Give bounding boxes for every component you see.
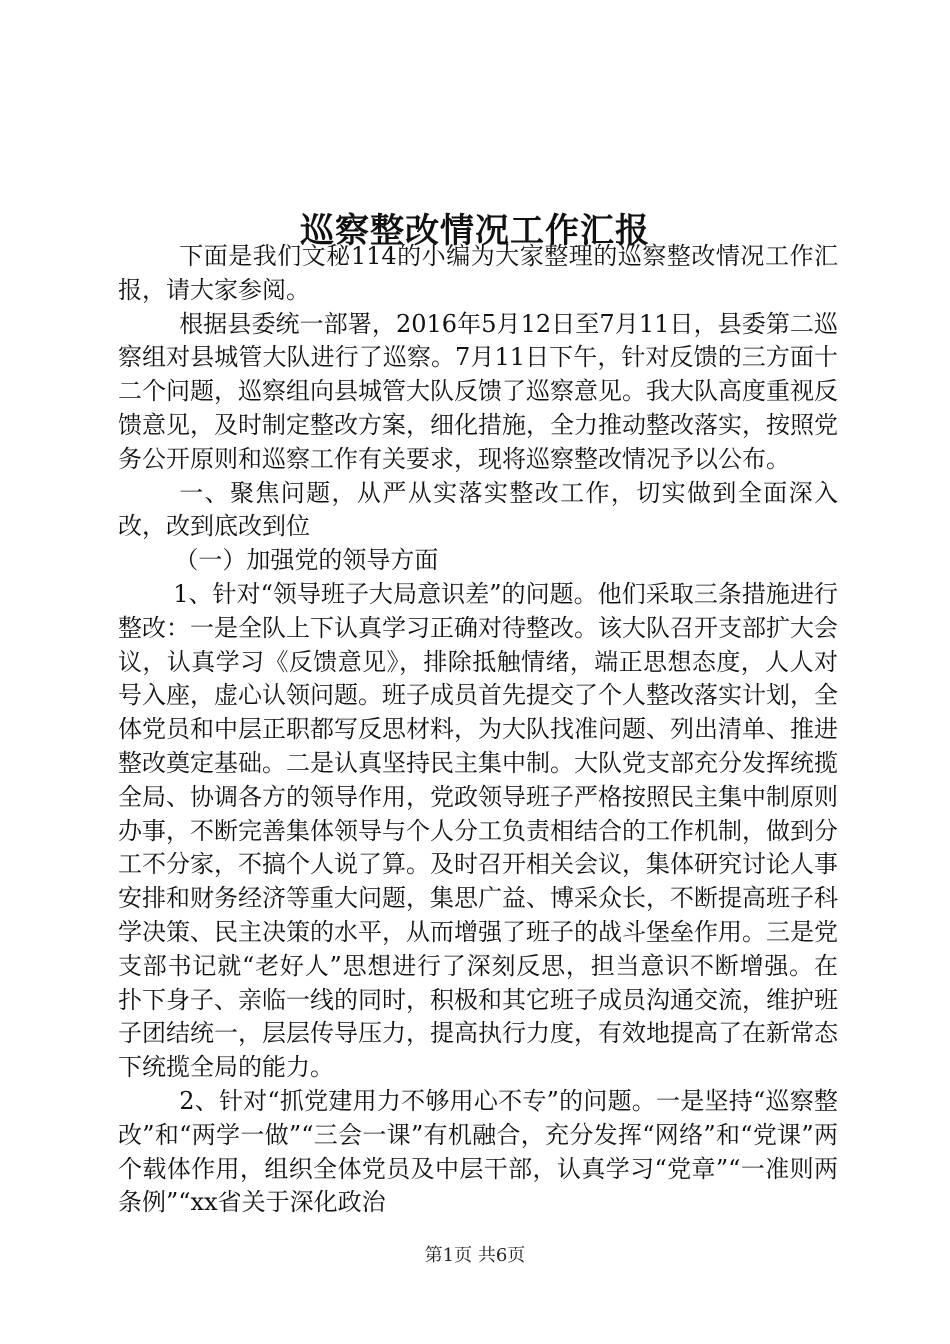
item-one-paragraph: 1、针对“领导班子大局意识差”的问题。他们采取三条措施进行整改：一是全队上下认真学习正确对待整改。该大队召开支部扩大会议，认真学习《反馈意见》，排除抵触情绪，端正思想态度，人人对号入座，虚心认领问题。班子成员首先提交了个人整改落实计划，全体党员和中层正职都写反思材料，为大队找准问题、列出清单、推进整改奠定基础。二是认真坚持民主集中制。大队党支部充分发挥统揽全局、协调各方的领导作用，党政领导班子严格按照民主集中制原则办事，不断完善集体领导与个人分工负责相结合的工作机制，做到分工不分家，不搞个人说了算。及时召开相关会议，集体研究讨论人事安排和财务经济等重大问题，集思广益、博采众长，不断提高班子科学决策、民主决策的水平，从而增强了班子的战斗堡垒作用。三是党支部书记就“老好人”思想进行了深刻反思，担当意识不断增强。在扑下身子、亲临一线的同时，积极和其它班子成员沟通交流，维护班子团结统一，层层传导压力，提高执行力度，有效地提高了在新常态下统揽全局的能力。 [118,579,838,1082]
background-paragraph: 根据县委统一部署，2016年5月12日至7月11日，县委第二巡察组对县城管大队进行了巡察。7月11日下午，针对反馈的三方面十二个问题，巡察组向县城管大队反馈了巡察意见。我大队高度重视反馈意见，及时制定整改方案，细化措施，全力推动整改落实，按照党务公开原则和巡察工作有关要求，现将巡察整改情况予以公布。 [118,309,838,473]
section-heading: 一、聚焦问题，从严从实落实整改工作，切实做到全面深入改，改到底改到位 [118,478,838,541]
page-footer: 第1页 共6页 [424,1245,526,1266]
document-body [118,240,838,1220]
document-title: 巡察整改情况工作汇报 [300,210,650,251]
intro-paragraph: 下面是我们文秘114的小编为大家整理的巡察整改情况工作汇报，请大家参阅。 [118,242,838,304]
subsection-heading: （一）加强党的领导方面 [174,546,439,575]
item-two-paragraph: 2、针对“抓党建用力不够用心不专”的问题。一是坚持“巡察整改”和“两学一做”“三会一课”有机融合，充分发挥“网络”和“党课”两个载体作用，组织全体党员及中层干部，认真学习“党章”“一准则两条例”“xx省关于深化政治 [118,1086,838,1217]
